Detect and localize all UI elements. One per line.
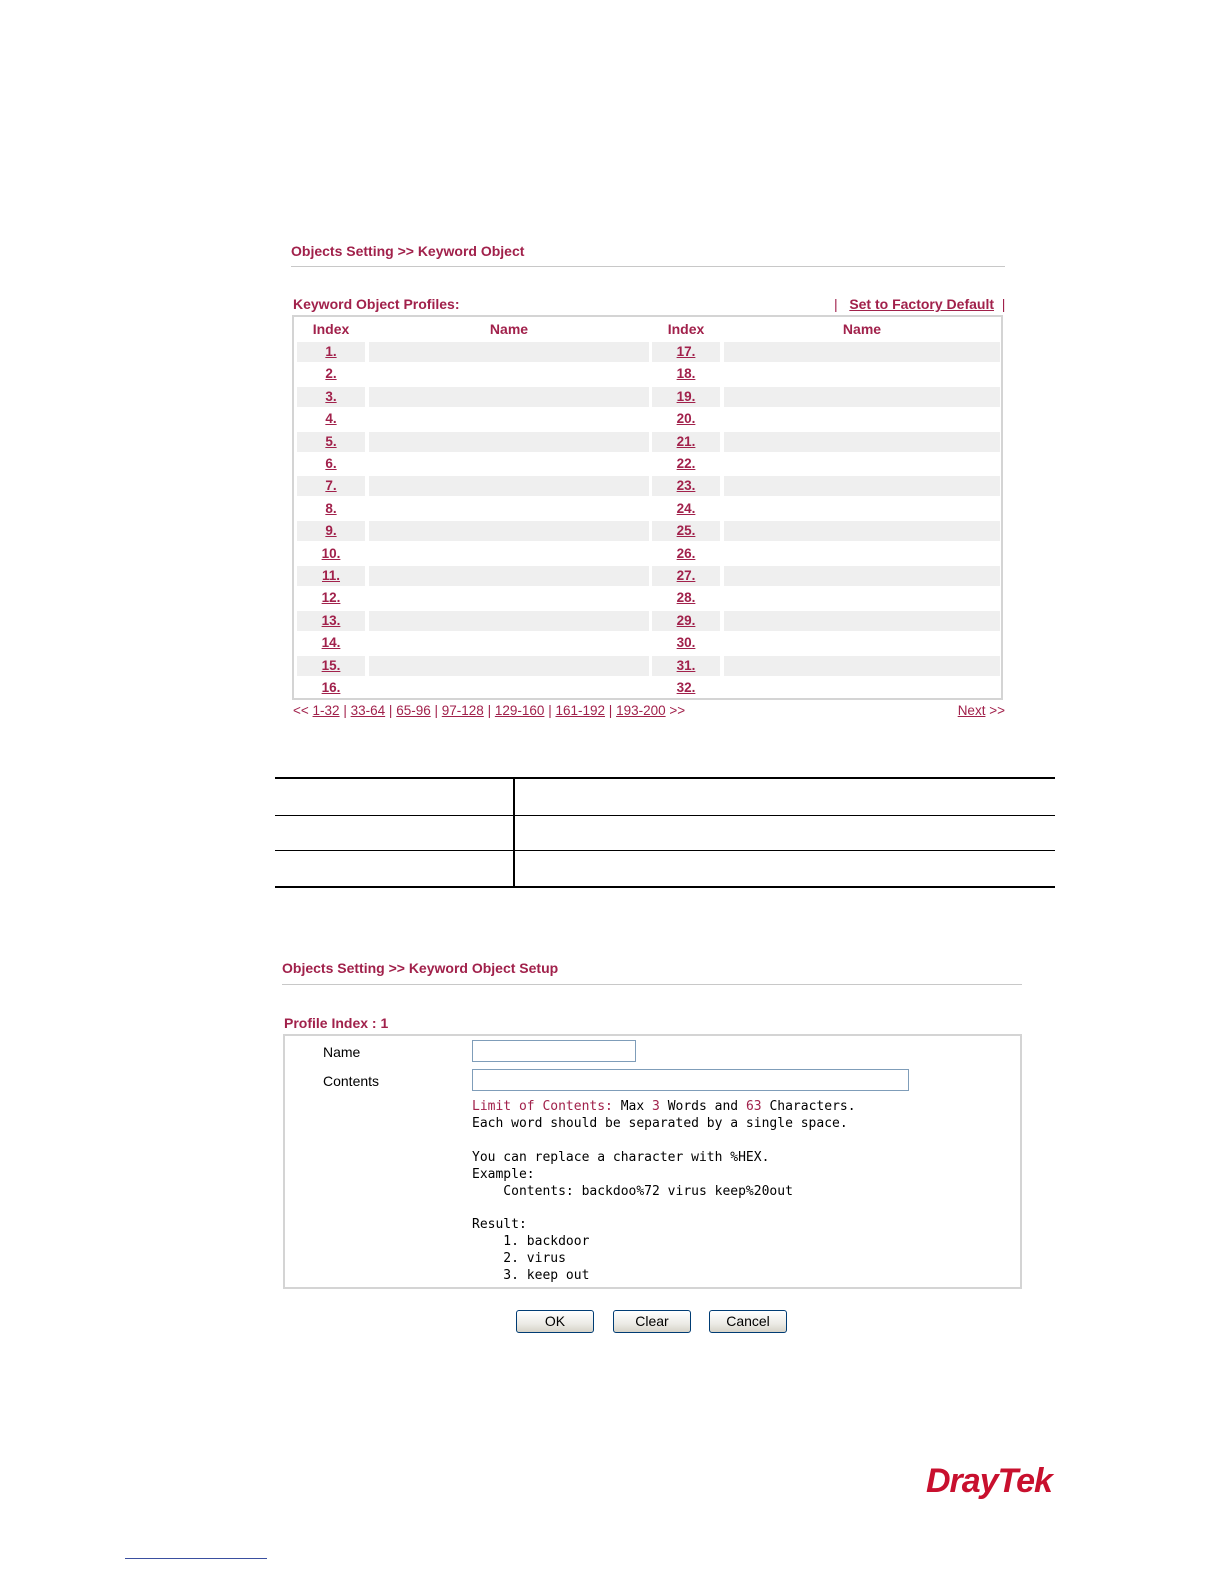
profile-index-link[interactable]: 7. — [325, 478, 337, 494]
page-link-129-160[interactable]: 129-160 — [494, 703, 545, 718]
index-cell — [652, 476, 720, 496]
clear-button[interactable]: Clear — [613, 1310, 691, 1333]
profile-name-cell — [369, 633, 649, 653]
profile-name-cell — [369, 544, 649, 564]
column-header-name: Name — [842, 321, 882, 337]
index-cell — [297, 409, 365, 429]
index-cell — [297, 499, 365, 519]
page-range-links: << 1-32 | 33-64 | 65-96 | 97-128 | 129-160 | 161-192 | 193-200 >> — [293, 703, 686, 718]
profile-index-link[interactable]: 26. — [676, 545, 696, 561]
profile-index-link[interactable]: 4. — [325, 411, 337, 427]
column-header-index: Index — [312, 321, 350, 337]
profile-name-cell — [724, 521, 1000, 541]
draytek-logo: DrayTek — [926, 1462, 1052, 1500]
table-row — [297, 499, 1000, 519]
profile-index-link[interactable]: 5. — [325, 433, 337, 449]
table-row — [297, 566, 1000, 586]
profile-index-link[interactable]: 11. — [321, 568, 341, 583]
profile-name-cell — [724, 544, 1000, 564]
index-cell — [297, 588, 365, 608]
profile-index-link[interactable]: 24. — [676, 500, 696, 516]
index-cell — [297, 387, 365, 407]
profile-name-cell — [369, 409, 649, 429]
profile-name-cell — [369, 342, 649, 362]
profile-name-cell — [724, 656, 1000, 676]
index-cell — [652, 588, 720, 608]
table-row — [297, 588, 1000, 608]
index-cell — [297, 633, 365, 653]
profile-name-cell — [724, 678, 1000, 698]
profile-index-link[interactable]: 3. — [325, 388, 337, 404]
table-row — [297, 611, 1000, 631]
profile-name-cell — [724, 588, 1000, 608]
index-cell — [652, 521, 720, 541]
next-page-link[interactable]: Next — [957, 703, 986, 718]
profile-index-link[interactable]: 18. — [676, 366, 696, 382]
table-row — [297, 476, 1000, 496]
profile-name-cell — [369, 476, 649, 496]
result-label: Result: — [472, 1217, 527, 1232]
separator-note: Each word should be separated by a single space. — [472, 1116, 848, 1131]
contents-limit-note — [472, 1098, 856, 1115]
profile-index-title: Profile Index : 1 — [284, 1015, 389, 1031]
profile-index-link[interactable]: 15. — [321, 657, 341, 673]
profile-index-link[interactable]: 1. — [325, 344, 337, 359]
index-cell — [652, 633, 720, 653]
profile-index-link[interactable]: 28. — [676, 590, 696, 606]
next-marker: >> — [989, 703, 1005, 718]
table-rule — [275, 815, 1055, 816]
list-breadcrumb: Objects Setting >> Keyword Object — [291, 243, 525, 259]
index-cell — [297, 342, 365, 362]
separator: | — [1001, 296, 1006, 312]
index-cell — [297, 432, 365, 452]
index-cell — [652, 678, 720, 698]
contents-label: Contents — [323, 1073, 380, 1089]
profile-index-link[interactable]: 12. — [321, 590, 341, 606]
profile-name-cell — [724, 611, 1000, 631]
profile-name-cell — [369, 588, 649, 608]
profile-name-cell — [724, 454, 1000, 474]
profile-name-cell — [369, 454, 649, 474]
profile-name-cell — [724, 364, 1000, 384]
profile-index-link[interactable]: 32. — [676, 680, 696, 695]
profile-name-cell — [369, 656, 649, 676]
index-cell — [652, 566, 720, 586]
result-item: 3. keep out — [472, 1268, 590, 1283]
name-label: Name — [323, 1044, 361, 1060]
index-cell — [297, 611, 365, 631]
profile-index-link[interactable]: 10. — [321, 545, 341, 561]
profile-index-link[interactable]: 14. — [321, 635, 341, 651]
profile-index-link[interactable]: 20. — [676, 411, 696, 427]
footer-rule — [125, 1558, 267, 1559]
profile-name-cell — [369, 499, 649, 519]
table-rule — [275, 886, 1055, 888]
table-column-divider — [513, 777, 515, 888]
profile-name-cell — [724, 342, 1000, 362]
page-link-1-32[interactable]: 1-32 — [312, 703, 340, 718]
table-row — [297, 387, 1000, 407]
profile-index-link[interactable]: 19. — [676, 388, 696, 404]
index-cell — [297, 521, 365, 541]
separator: | — [834, 296, 838, 312]
index-cell — [297, 454, 365, 474]
index-cell — [652, 387, 720, 407]
limit-chars-value: 63 — [745, 1099, 762, 1114]
page-link-65-96[interactable]: 65-96 — [396, 703, 431, 718]
table-row — [297, 342, 1000, 362]
index-cell — [652, 342, 720, 362]
column-header-name: Name — [489, 321, 529, 337]
prev-marker: << — [293, 703, 309, 718]
index-cell — [297, 566, 365, 586]
profile-index-link[interactable]: 2. — [325, 366, 337, 382]
table-row — [297, 656, 1000, 676]
profile-name-cell — [369, 566, 649, 586]
profile-name-cell — [369, 521, 649, 541]
limit-words-text: Words and — [667, 1099, 739, 1114]
list-divider — [291, 266, 1005, 267]
index-cell — [652, 364, 720, 384]
profile-index-link[interactable]: 30. — [676, 635, 696, 651]
table-row — [297, 544, 1000, 564]
setup-breadcrumb: Objects Setting >> Keyword Object Setup — [282, 960, 559, 976]
profile-name-cell — [724, 432, 1000, 452]
index-cell — [652, 409, 720, 429]
profile-index-link[interactable]: 9. — [325, 523, 337, 539]
profile-index-link[interactable]: 23. — [676, 478, 696, 494]
index-cell — [652, 611, 720, 631]
profile-index-link[interactable]: 22. — [676, 456, 696, 471]
page-link-161-192[interactable]: 161-192 — [555, 703, 606, 718]
profiles-table — [292, 315, 1003, 700]
example-contents: Contents: backdoo%72 virus keep%20out — [472, 1184, 793, 1199]
profile-name-cell — [369, 387, 649, 407]
index-cell — [652, 499, 720, 519]
profile-name-cell — [724, 566, 1000, 586]
cancel-button[interactable]: Cancel — [709, 1310, 787, 1333]
page-link-97-128[interactable]: 97-128 — [441, 703, 484, 718]
table-rule — [275, 777, 1055, 779]
profile-name-cell — [724, 387, 1000, 407]
result-item: 1. backdoor — [472, 1234, 590, 1249]
column-header-index: Index — [667, 321, 705, 337]
profile-index-link[interactable]: 8. — [325, 500, 337, 516]
profile-name-cell — [724, 499, 1000, 519]
profile-name-cell — [369, 432, 649, 452]
table-row — [297, 678, 1000, 698]
index-cell — [297, 678, 365, 698]
page-link-33-64[interactable]: 33-64 — [350, 703, 386, 718]
limit-chars-text: Characters. — [769, 1099, 856, 1114]
profiles-section-title: Keyword Object Profiles: — [293, 296, 460, 312]
limit-words-value: 3 — [652, 1099, 660, 1114]
result-item: 2. virus — [472, 1251, 566, 1266]
example-label: Example: — [472, 1167, 535, 1182]
hex-note: You can replace a character with %HEX. — [472, 1150, 770, 1165]
index-cell — [297, 656, 365, 676]
table-row — [297, 409, 1000, 429]
table-row — [297, 454, 1000, 474]
profile-index-link[interactable]: 27. — [676, 568, 696, 583]
index-cell — [297, 476, 365, 496]
limit-max-text: Max — [620, 1099, 645, 1114]
ok-button[interactable]: OK — [516, 1310, 594, 1333]
profile-index-link[interactable]: 16. — [321, 680, 341, 695]
profile-index-link[interactable]: 29. — [676, 612, 696, 628]
index-cell — [652, 432, 720, 452]
index-cell — [652, 454, 720, 474]
profile-index-link[interactable]: 6. — [325, 456, 337, 471]
setup-divider — [282, 984, 1022, 985]
table-row — [297, 521, 1000, 541]
profile-index-link[interactable]: 13. — [321, 612, 341, 628]
profile-index-link[interactable]: 31. — [676, 657, 696, 673]
next-page-control — [958, 703, 1005, 718]
limit-label: Limit of Contents: — [472, 1099, 613, 1114]
profile-index-link[interactable]: 17. — [676, 344, 696, 359]
index-cell — [297, 544, 365, 564]
profile-index-link[interactable]: 21. — [676, 433, 696, 449]
table-row — [297, 432, 1000, 452]
table-rule — [275, 850, 1055, 851]
index-cell — [652, 656, 720, 676]
contents-input[interactable] — [472, 1069, 909, 1091]
table-row — [297, 364, 1000, 384]
index-cell — [652, 544, 720, 564]
profile-name-cell — [724, 409, 1000, 429]
name-input[interactable] — [472, 1040, 636, 1062]
next-marker: >> — [669, 703, 686, 718]
description-table — [275, 777, 1055, 888]
table-row — [297, 633, 1000, 653]
factory-default-bar — [834, 296, 1005, 312]
profile-name-cell — [724, 633, 1000, 653]
profile-name-cell — [369, 364, 649, 384]
profile-index-link[interactable]: 25. — [676, 523, 696, 539]
pagination — [293, 703, 1005, 723]
profile-name-cell — [724, 476, 1000, 496]
index-cell — [297, 364, 365, 384]
profile-name-cell — [369, 611, 649, 631]
set-factory-default-link[interactable]: Set to Factory Default — [849, 296, 995, 312]
profile-name-cell — [369, 678, 649, 698]
page-link-193-200[interactable]: 193-200 — [616, 703, 666, 718]
